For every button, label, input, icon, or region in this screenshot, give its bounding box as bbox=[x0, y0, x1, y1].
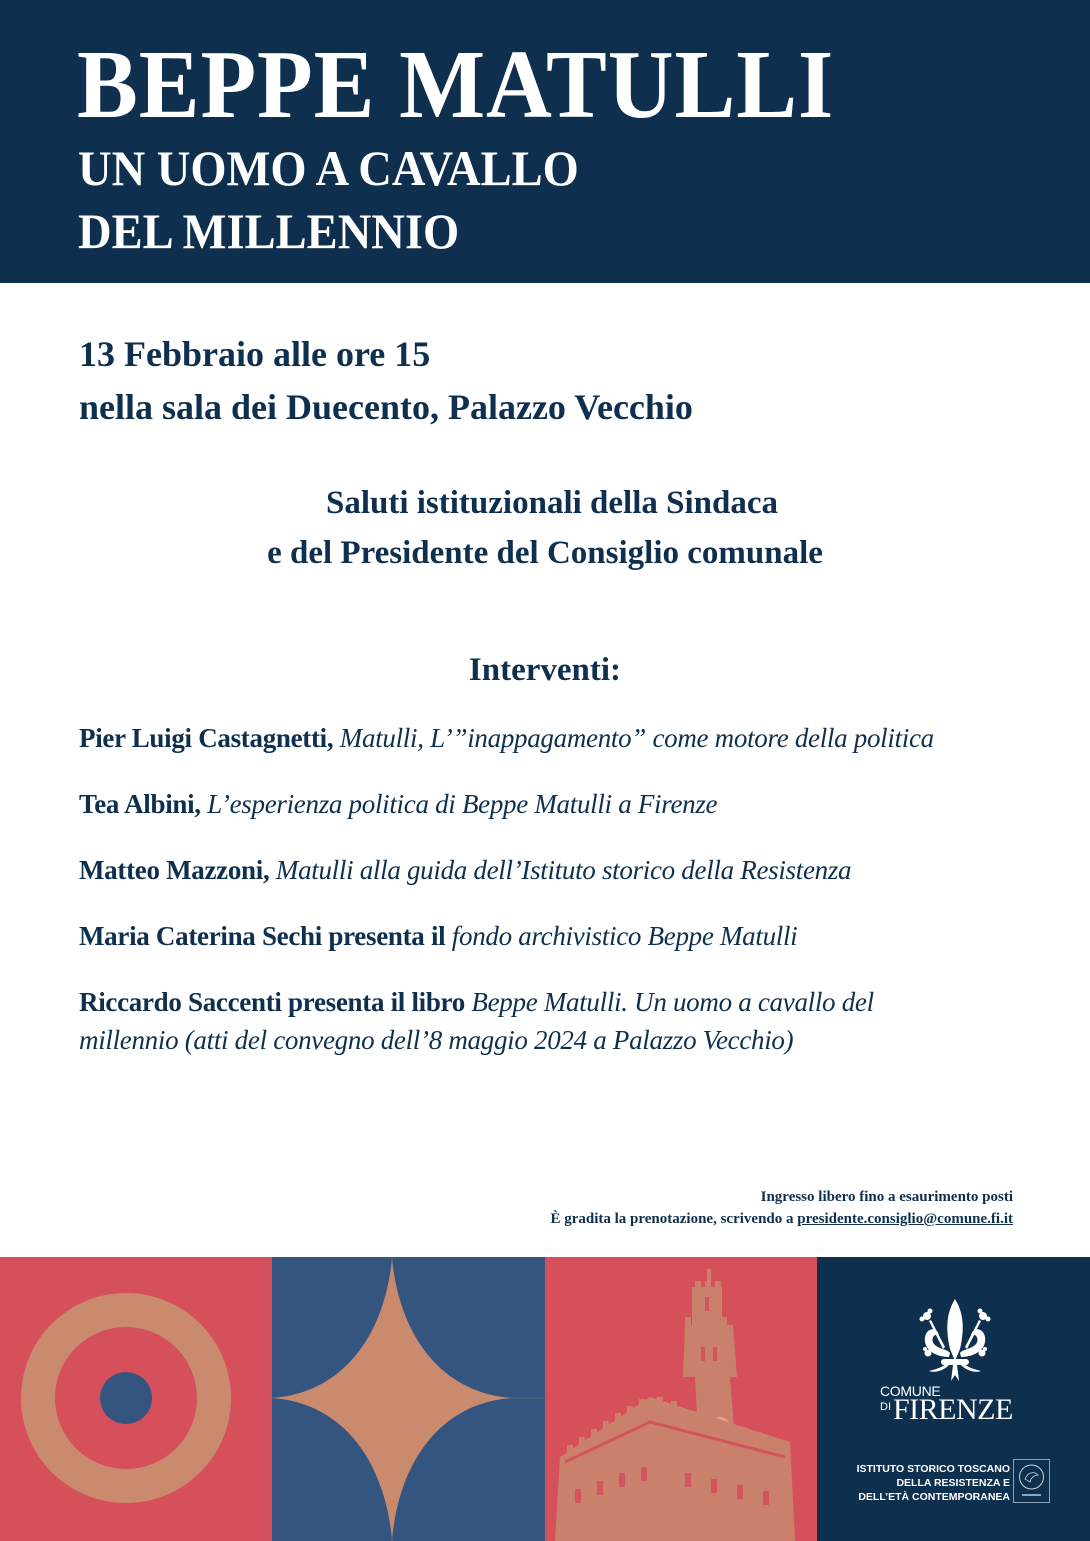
greetings-line1: Saluti istituzionali della Sindaca bbox=[325, 485, 778, 521]
istituto-line1: ISTITUTO STORICO TOSCANO bbox=[856, 1463, 1010, 1475]
panel-circles bbox=[0, 1257, 272, 1541]
interventi-heading: Interventi: bbox=[468, 652, 622, 688]
event-subtitle-line2: DEL MILLENNIO bbox=[78, 203, 460, 259]
talk-topic: Beppe Matulli. Un uomo a cavallo del bbox=[471, 987, 874, 1017]
header-banner bbox=[0, 0, 1090, 283]
panel-star bbox=[272, 1257, 545, 1541]
talk-topic: Matulli, L’”inappagamento” come motore della politica bbox=[339, 723, 934, 753]
booking-email-link[interactable]: presidente.consiglio@comune.fi.it bbox=[797, 1211, 1013, 1227]
booking-note bbox=[550, 1208, 1013, 1230]
panel-logos bbox=[817, 1257, 1090, 1541]
greetings-line2: e del Presidente del Consiglio comunale bbox=[267, 535, 823, 571]
talk-speaker: Maria Caterina Sechi presenta il bbox=[79, 921, 446, 951]
palazzo-vecchio-tower-icon bbox=[545, 1257, 817, 1541]
event-date: 13 Febbraio alle ore 15 bbox=[79, 334, 431, 374]
greetings bbox=[0, 478, 1090, 578]
talk-topic: fondo archivistico Beppe Matulli bbox=[451, 921, 798, 951]
talk-speaker: Matteo Mazzoni, bbox=[79, 855, 270, 885]
talk-topic: Matulli alla guida dell’Istituto storico della Resistenza bbox=[275, 855, 852, 885]
booking-note-text: È gradita la prenotazione, scrivendo a bbox=[550, 1211, 798, 1227]
talk-item bbox=[79, 851, 1039, 889]
talk-item bbox=[79, 917, 1039, 955]
talk-topic: L’esperienza politica di Beppe Matulli a Firenze bbox=[207, 789, 718, 819]
panel-tower bbox=[545, 1257, 817, 1541]
event-subtitle-line1: UN UOMO A CAVALLO bbox=[78, 140, 579, 196]
istituto-line2: DELLA RESISTENZA E bbox=[896, 1477, 1010, 1489]
talks-list bbox=[79, 719, 1039, 1087]
comune-di-label: DI bbox=[880, 1401, 891, 1413]
talk-item bbox=[79, 719, 1039, 757]
four-point-star-icon bbox=[272, 1257, 545, 1541]
footer-panels bbox=[0, 1257, 1090, 1541]
booking-info bbox=[550, 1186, 1013, 1230]
istituto-line3: DELL’ETÀ CONTEMPORANEA bbox=[858, 1491, 1010, 1503]
talk-topic-continued: millennio (atti del convegno dell’8 maggio 2024 a Palazzo Vecchio) bbox=[79, 1025, 794, 1055]
event-when bbox=[79, 328, 693, 434]
istituto-storico-logo-text bbox=[850, 1462, 1010, 1504]
event-title: BEPPE MATULLI bbox=[77, 31, 835, 139]
talk-item bbox=[79, 983, 1039, 1059]
talk-speaker: Pier Luigi Castagnetti, bbox=[79, 723, 334, 753]
talk-item bbox=[79, 785, 1039, 823]
concentric-circle-icon bbox=[0, 1257, 272, 1541]
firenze-label: FIRENZE bbox=[893, 1393, 1013, 1426]
talk-speaker: Tea Albini, bbox=[79, 789, 201, 819]
free-entry-note: Ingresso libero fino a esaurimento posti bbox=[760, 1189, 1013, 1205]
event-venue: nella sala dei Duecento, Palazzo Vecchio bbox=[79, 387, 693, 427]
istituto-emblem-icon bbox=[1013, 1459, 1050, 1503]
comune-label: COMUNE bbox=[880, 1383, 941, 1399]
talk-speaker: Riccardo Saccenti presenta il libro bbox=[79, 987, 465, 1017]
